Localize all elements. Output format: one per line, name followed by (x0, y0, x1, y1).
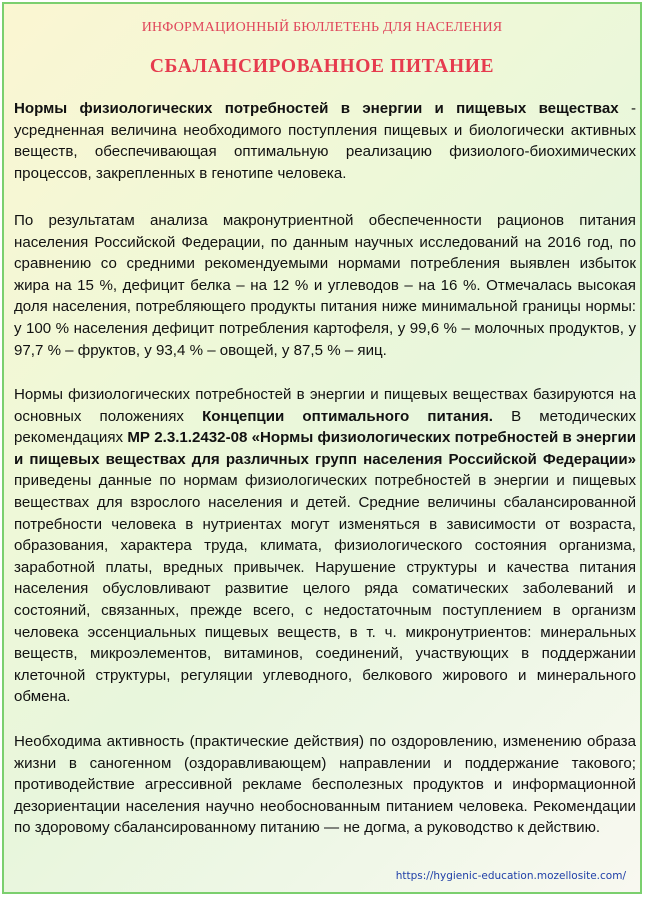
concept-name: Концепции оптимального питания. (202, 407, 493, 425)
concept-text-2: В методических рекомендациях (14, 407, 636, 447)
guideline-reference: МР 2.3.1.2432-08 «Нормы физиологических потребностей в энергии и пищевых веществах для различных групп населения Российской Федерации» (14, 429, 636, 468)
paragraph-conclusion: Необходима активность (практические действия) по оздоровлению, изменению образа жизни в саногенном (оздоравливающем) направлении и поддержание такового; противодействие агрессивной рекламе бесполезных продуктов и информационной дезориентации населения научно необоснованным питанием человека. Рекомендации по здоровому сбалансированному питанию — не догма, а руководство к действию. (14, 733, 636, 837)
paragraph-research-results: По результатам анализа макронутриентной обеспеченности рационов питания населения Российской Федерации, по данным научных исследований на 2016 год, по сравнению со средними рекомендуемыми нормами потребления выявлен избыток жира на 15 %, дефицит белка – на 12 % и углеводов – на 16 %. Отмечалась высокая доля населения, потребляющего продукты питания ниже минимальной границы нормы: у 100 % населения дефицит потребления картофеля, у 99,6 % – молочных продуктов, у 97,7 % – фруктов, у 93,4 % – овощей, у 87,5 % – яиц. (14, 212, 636, 359)
website-link[interactable]: https://hygienic-education.mozellosite.com/ (395, 870, 626, 882)
page-title: СБАЛАНСИРОВАННОЕ ПИТАНИЕ (149, 56, 495, 77)
concept-text-3: приведены данные по нормам физиологических потребностей в энергии и пищевых веществах для взрослого населения и детей. Средние величины сбалансированной потребности человека в нутриентах могут изменяться в зависимости от возраста, образования, характера труда, климата, физиологического состояния организма, заработной платы, вредных привычек. Нарушение структуры и качества питания населения обусловливают развитие целого ряда соматических заболеваний и состояний, связанных, прежде всего, с недостаточным поступлением в организм человека эссенциальных пищевых веществ, в т. ч. микронутриентов: минеральных веществ, микроэлементов, витаминов, соединений, участвующих в поддержании клеточной структуры, регуляции углеводного, белкового жирового и минерального обмена. (14, 472, 636, 706)
definition-term: Нормы физиологических потребностей в энергии и пищевых веществах (14, 100, 619, 117)
paragraph-definition (14, 98, 636, 184)
bulletin-label: ИНФОРМАЦИОННЫЙ БЮЛЛЕТЕНЬ ДЛЯ НАСЕЛЕНИЯ (141, 20, 503, 35)
paragraph-concept (14, 384, 636, 708)
bulletin-sheet (2, 2, 642, 894)
concept-text-1: Нормы физиологических потребностей в энергии и пищевых веществах базируются на основных положениях (14, 386, 636, 425)
definition-text: - усредненная величина необходимого поступления пищевых и биологически активных веществ, обеспечивающая оптимальную реализацию физиолого-биохимических процессов, закрепленных в генотипе человека. (14, 100, 636, 182)
